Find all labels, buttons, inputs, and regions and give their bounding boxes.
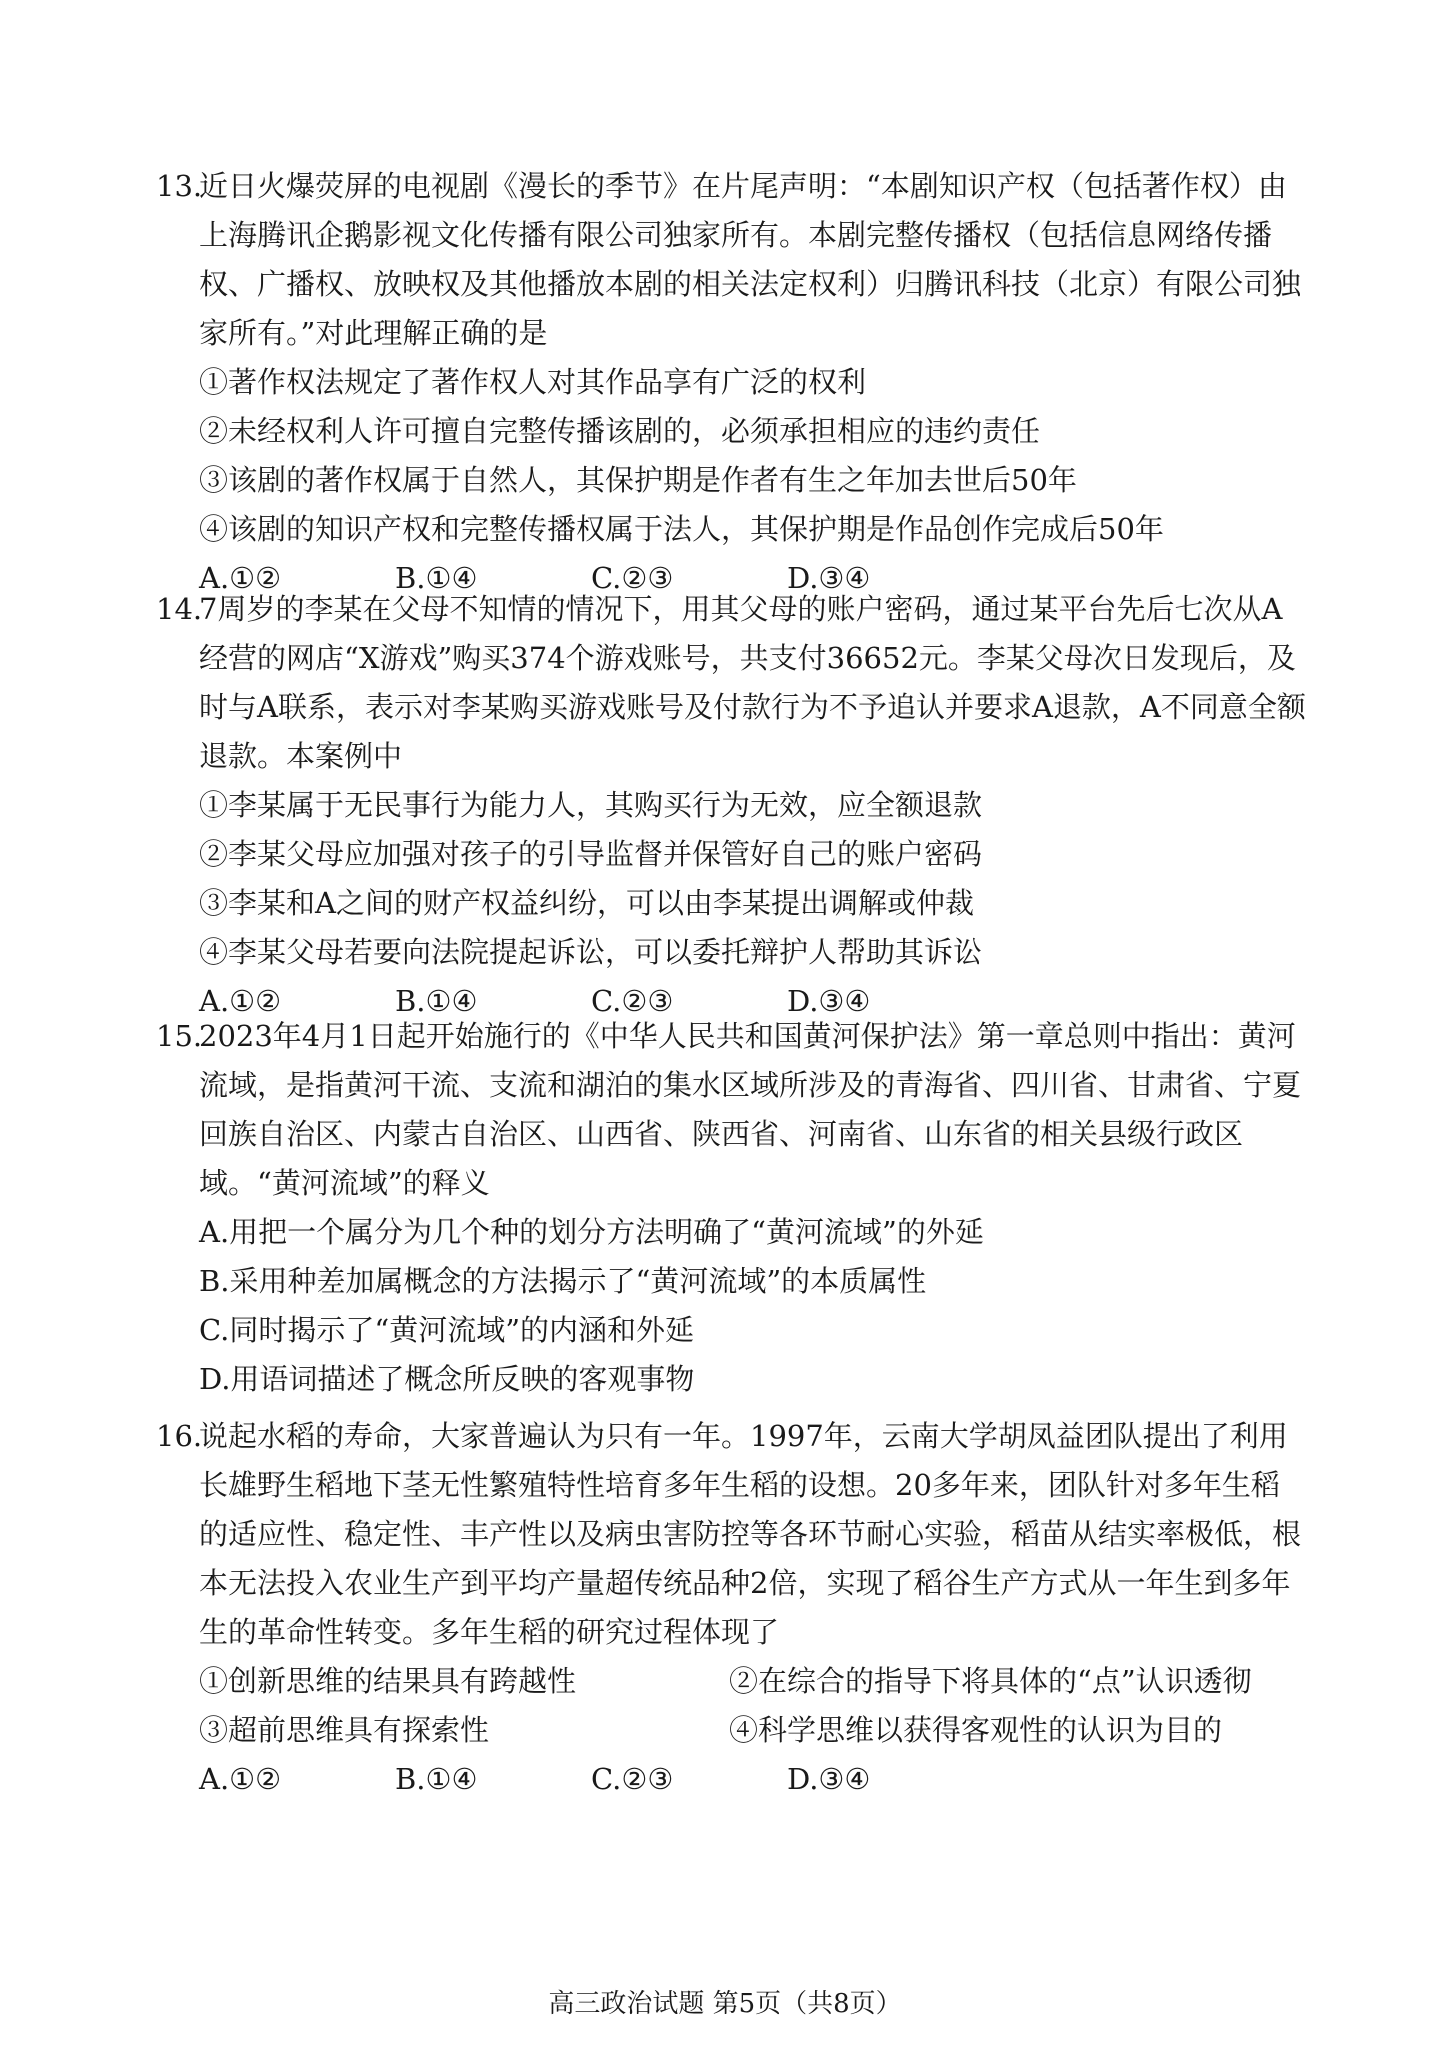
option-2: ②李某父母应加强对孩子的引导监督并保管好自己的账户密码 (199, 837, 983, 871)
choice-d: D.③④ (787, 561, 871, 595)
question-14 (156, 585, 1306, 1026)
option-1: ①著作权法规定了著作权人对其作品享有广泛的权利 (199, 365, 867, 399)
question-number: 15. (156, 1019, 203, 1053)
answer-choices (156, 1755, 1306, 1804)
option-4: ④李某父母若要向法院提起诉讼，可以委托辩护人帮助其诉讼 (199, 935, 983, 969)
option-grid (156, 1657, 1306, 1755)
option-3: ③超前思维具有探索性 (199, 1713, 490, 1747)
option-1: ①创新思维的结果具有跨越性 (199, 1664, 577, 1698)
choice-d: D.③④ (787, 984, 871, 1018)
choice-a: A.①② (199, 984, 282, 1018)
question-text: 说起水稻的寿命，大家普遍认为只有一年。1997年，云南大学胡凤益团队提出了利用长雄野生稻地下茎无性繁殖特性培育多年生稻的设想。20多年来，团队针对多年生稻的适应性、稳定性、丰产性以及病虫害防控等各环节耐心实验，稻苗从结实率极低，根本无法投入农业生产到平均产量超传统品种2倍，实现了稻谷生产方式从一年生到多年生的革命性转变。多年生稻的研究过程体现了 (199, 1419, 1302, 1649)
option-2: ②在综合的指导下将具体的“点”认识透彻 (729, 1664, 1252, 1698)
option-d: D.用语词描述了概念所反映的客观事物 (199, 1362, 695, 1396)
option-c: C.同时揭示了“黄河流域”的内涵和外延 (199, 1313, 695, 1347)
page-footer: 高三政治试题 第5页（共8页） (548, 1989, 902, 2019)
choice-b: B.①④ (395, 561, 478, 595)
question-number: 14. (156, 592, 203, 626)
question-16 (156, 1412, 1306, 1804)
choice-b: B.①④ (395, 984, 478, 1018)
question-text: 2023年4月1日起开始施行的《中华人民共和国黄河保护法》第一章总则中指出：黄河流域，是指黄河干流、支流和湖泊的集水区域所涉及的青海省、四川省、甘肃省、宁夏回族自治区、内蒙古自治区、山西省、陕西省、河南省、山东省的相关县级行政区域。“黄河流域”的释义 (199, 1019, 1302, 1200)
choice-c: C.②③ (591, 1762, 674, 1796)
option-2: ②未经权利人许可擅自完整传播该剧的，必须承担相应的违约责任 (199, 414, 1041, 448)
option-1: ①李某属于无民事行为能力人，其购买行为无效，应全额退款 (199, 788, 983, 822)
option-4: ④该剧的知识产权和完整传播权属于法人，其保护期是作品创作完成后50年 (199, 512, 1164, 546)
question-15 (156, 1012, 1306, 1404)
question-stem (156, 1412, 1306, 1657)
choice-a: A.①② (199, 1762, 282, 1796)
choice-c: C.②③ (591, 984, 674, 1018)
option-4: ④科学思维以获得客观性的认识为目的 (729, 1713, 1223, 1747)
question-number: 13. (156, 169, 203, 203)
choice-d: D.③④ (787, 1762, 871, 1796)
question-stem (156, 585, 1306, 781)
question-13 (156, 162, 1306, 603)
question-text: 近日火爆荧屏的电视剧《漫长的季节》在片尾声明：“本剧知识产权（包括著作权）由上海腾讯企鹅影视文化传播有限公司独家所有。本剧完整传播权（包括信息网络传播权、广播权、放映权及其他播放本剧的相关法定权利）归腾讯科技（北京）有限公司独家所有。”对此理解正确的是 (199, 169, 1302, 350)
option-b: B.采用种差加属概念的方法揭示了“黄河流域”的本质属性 (199, 1264, 927, 1298)
question-stem (156, 1012, 1306, 1208)
question-stem (156, 162, 1306, 358)
question-number: 16. (156, 1419, 203, 1453)
option-3: ③该剧的著作权属于自然人，其保护期是作者有生之年加去世后50年 (199, 463, 1077, 497)
choice-a: A.①② (199, 561, 282, 595)
choice-b: B.①④ (395, 1762, 478, 1796)
choice-c: C.②③ (591, 561, 674, 595)
option-3: ③李某和A之间的财产权益纠纷，可以由李某提出调解或仲裁 (199, 886, 974, 920)
option-a: A.用把一个属分为几个种的划分方法明确了“黄河流域”的外延 (199, 1215, 984, 1249)
question-text: 7周岁的李某在父母不知情的情况下，用其父母的账户密码，通过某平台先后七次从A经营的网店“X游戏”购买374个游戏账号，共支付36652元。李某父母次日发现后，及时与A联系，表示对李某购买游戏账号及付款行为不予追认并要求A退款，A不同意全额退款。本案例中 (199, 592, 1306, 773)
